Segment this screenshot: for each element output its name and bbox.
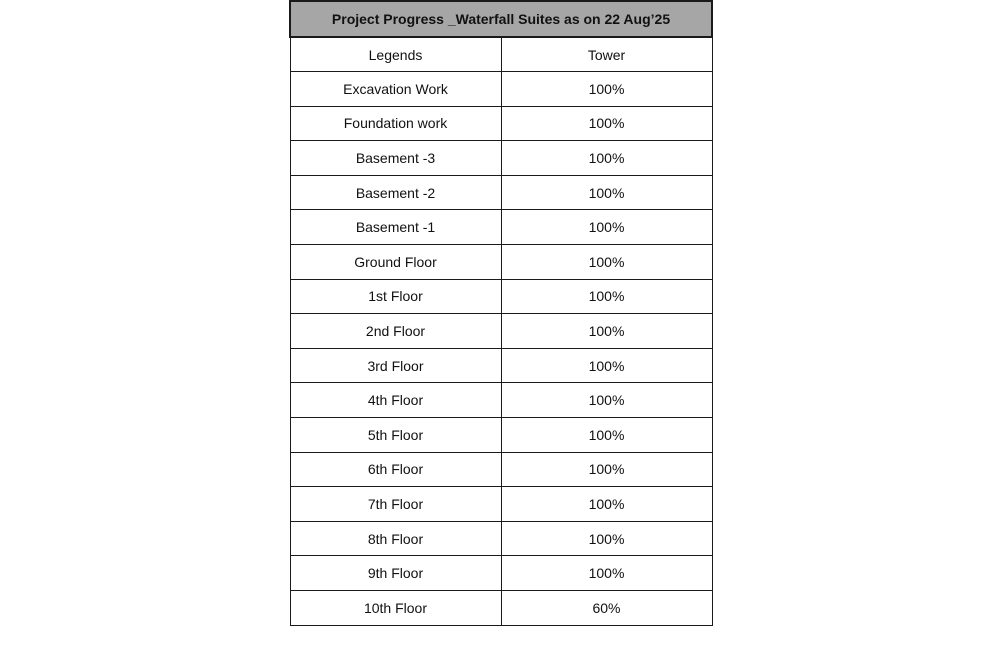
title-row [290, 1, 712, 37]
table-body [290, 72, 712, 626]
table-row [290, 106, 712, 141]
legend-cell: 8th Floor [290, 521, 501, 556]
tower-progress-cell: 100% [501, 279, 712, 314]
legend-cell: Basement -1 [290, 210, 501, 245]
legend-cell: Basement -2 [290, 175, 501, 210]
tower-progress-cell: 100% [501, 487, 712, 522]
table-row [290, 487, 712, 522]
legend-cell: Excavation Work [290, 72, 501, 107]
tower-progress-cell: 100% [501, 141, 712, 176]
table-row [290, 245, 712, 280]
table-title: Project Progress _Waterfall Suites as on 22 Aug’25 [290, 1, 712, 37]
legend-cell: Ground Floor [290, 245, 501, 280]
legend-cell: 9th Floor [290, 556, 501, 591]
tower-progress-cell: 100% [501, 245, 712, 280]
tower-progress-cell: 100% [501, 175, 712, 210]
progress-table [289, 0, 713, 626]
tower-progress-cell: 60% [501, 591, 712, 626]
legend-cell: Foundation work [290, 106, 501, 141]
table-row [290, 72, 712, 107]
table-row [290, 383, 712, 418]
table-row [290, 556, 712, 591]
legend-cell: 7th Floor [290, 487, 501, 522]
tower-progress-cell: 100% [501, 72, 712, 107]
table-head [290, 1, 712, 72]
legend-cell: 4th Floor [290, 383, 501, 418]
table-row [290, 175, 712, 210]
tower-progress-cell: 100% [501, 452, 712, 487]
table-row [290, 141, 712, 176]
table-row [290, 210, 712, 245]
legend-cell: 5th Floor [290, 418, 501, 453]
table-row [290, 452, 712, 487]
column-header-tower: Tower [501, 37, 712, 72]
tower-progress-cell: 100% [501, 106, 712, 141]
legend-cell: 3rd Floor [290, 348, 501, 383]
tower-progress-cell: 100% [501, 383, 712, 418]
tower-progress-cell: 100% [501, 314, 712, 349]
table-row [290, 521, 712, 556]
legend-cell: 1st Floor [290, 279, 501, 314]
table-row [290, 418, 712, 453]
tower-progress-cell: 100% [501, 521, 712, 556]
legend-cell: 10th Floor [290, 591, 501, 626]
table-row [290, 279, 712, 314]
tower-progress-cell: 100% [501, 348, 712, 383]
table-row [290, 348, 712, 383]
legend-cell: Basement -3 [290, 141, 501, 176]
table-row [290, 591, 712, 626]
legend-cell: 6th Floor [290, 452, 501, 487]
header-row [290, 37, 712, 72]
table-row [290, 314, 712, 349]
tower-progress-cell: 100% [501, 556, 712, 591]
tower-progress-cell: 100% [501, 210, 712, 245]
tower-progress-cell: 100% [501, 418, 712, 453]
legend-cell: 2nd Floor [290, 314, 501, 349]
column-header-legends: Legends [290, 37, 501, 72]
